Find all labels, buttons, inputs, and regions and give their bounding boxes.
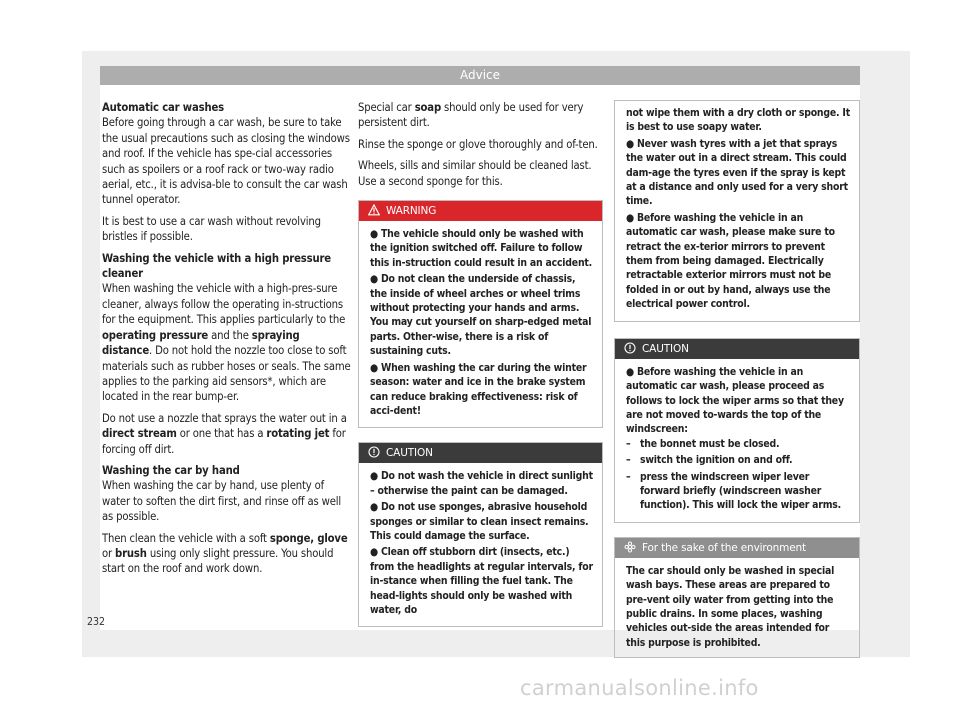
watermark: carmanualsonline.info: [520, 676, 759, 700]
list-item: [626, 211, 851, 312]
text: not wipe them with a dry cloth or sponge. It is best to use soapy water.: [626, 107, 850, 134]
bullet: ●: [370, 546, 378, 559]
bullet: ●: [370, 273, 378, 286]
text: or: [102, 546, 116, 560]
bullet: ●: [370, 501, 378, 514]
text: Before washing the vehicle in an automatic car wash, please make sure to retract the ex-terior mirrors to prevent them from being damaged. Electrically retractable exterior mirrors must not be folded in or out by hand, always use the electrical power control.: [626, 211, 835, 311]
paragraph: It is best to use a car wash without revolving bristles if possible.: [102, 214, 321, 244]
sub-list-item: [626, 437, 851, 451]
environment-box: [614, 537, 860, 658]
caution-title: CAUTION: [386, 447, 433, 460]
dash: –: [626, 454, 631, 467]
environment-header: [615, 538, 859, 558]
paragraph: Before going through a car wash, be sure to take the usual precautions such as closing the windows and roof. If the vehicle has spe-cial accessories such as spoilers or a roof rack or two-way radio aerial, etc., it is advisa-ble to consult the car wash tunnel operator.: [102, 116, 350, 207]
text: Do not use sponges, abrasive household sponges or similar to clean insect remains. This could damage the surface.: [370, 501, 589, 542]
list-item: [626, 365, 851, 513]
list-item: [370, 227, 594, 270]
paragraph: Rinse the sponge or glove thoroughly and of-ten.: [358, 137, 598, 151]
heading-high-pressure-cleaner: Washing the vehicle with a high pressure cleaner: [102, 251, 331, 281]
warning-title: WARNING: [386, 205, 437, 218]
heading-automatic-car-washes: Automatic car washes: [102, 101, 224, 114]
column-2: [358, 100, 603, 641]
bullet: ●: [370, 228, 378, 241]
dash: –: [626, 437, 631, 450]
sub-list-item: [626, 453, 851, 467]
bullet: ●: [370, 470, 378, 483]
warning-triangle-icon: [368, 204, 380, 216]
list-item: [370, 469, 594, 498]
text-bold: sponge, glove: [269, 531, 348, 545]
text: using only slight pressure. You should start on the roof and work down.: [102, 546, 334, 576]
text: Do not wash the vehicle in direct sunlight – otherwise the paint can be damaged.: [370, 470, 593, 497]
page-number: 232: [87, 616, 106, 628]
list-item: [370, 272, 594, 358]
text: for forcing off dirt.: [102, 427, 346, 456]
caution-box: [614, 338, 860, 523]
bullet: ●: [370, 361, 378, 374]
text: Do not clean the underside of chassis, the inside of wheel arches or wheel trims without protecting your hands and arms. You may cut yourself on sharp-edged metal parts. Other-wise, there is a risk of sustaining cuts.: [370, 273, 592, 358]
list-item: [370, 361, 594, 419]
text-bold: soap: [414, 101, 442, 114]
text: The car should only be washed in special wash bays. These areas are prepared to pre-vent oily water from getting into the public drains. In some places, washing vehicles out-side the areas intended for this purpose is prohibited.: [626, 564, 835, 649]
text: Never wash tyres with a jet that sprays the water out in a direct stream. This could dam-age the tyres even if the spray is kept at a distance and only used for a very short time.: [626, 137, 848, 208]
heading-washing-by-hand: Washing the car by hand: [102, 463, 240, 477]
caution-header: [615, 339, 859, 359]
paragraph: When washing the car by hand, use plenty of water to soften the dirt first, and rinse off as well as possible.: [102, 479, 342, 524]
text-bold: spraying distance: [102, 328, 300, 358]
bullet: ●: [626, 137, 634, 150]
text-bold: operating pressure: [102, 328, 209, 342]
text: switch the ignition on and off.: [640, 454, 793, 467]
text: When washing the vehicle with a high-pres-sure cleaner, always follow the operating in-structions for the equipment. This applies particularly to the: [102, 282, 346, 327]
text-bold: brush: [115, 546, 147, 560]
dash: –: [626, 470, 631, 483]
text: the bonnet must be closed.: [640, 437, 780, 450]
list-item: [370, 500, 594, 543]
text: Then clean the vehicle with a soft: [102, 531, 270, 545]
text: When washing the car during the winter season: water and ice in the brake system can reduce braking effectiveness: risk of acci-dent!: [370, 361, 587, 417]
bullet: ●: [626, 365, 634, 378]
text: Do not use a nozzle that sprays the water out in a: [102, 411, 347, 425]
info-circle-icon: [624, 342, 636, 354]
text: Special car: [358, 101, 415, 114]
text: should only be used for very persistent dirt.: [358, 101, 584, 130]
bullet: ●: [626, 211, 634, 224]
environment-title: For the sake of the environment: [642, 541, 806, 554]
column-3: [614, 100, 860, 672]
text: or one that has a: [176, 427, 267, 441]
text: Clean off stubborn dirt (insects, etc.) from the headlights at regular intervals, for in-stance when filling the fuel tank. The head-lights should only be washed with water, do: [370, 546, 593, 616]
section-header: Advice: [100, 66, 860, 85]
environment-flower-icon: [624, 541, 636, 553]
text: The vehicle should only be washed with the ignition switched off. Failure to follow this in-struction could result in an accident.: [370, 228, 593, 269]
sub-list-item: [626, 470, 851, 513]
caution-box: [358, 442, 603, 627]
warning-header: [359, 201, 602, 221]
text-bold: rotating jet: [266, 427, 330, 441]
text-bold: direct stream: [102, 427, 177, 441]
caution-title: CAUTION: [642, 342, 689, 355]
list-item: [370, 545, 594, 617]
paragraph: Wheels, sills and similar should be cleaned last. Use a second sponge for this.: [358, 159, 592, 188]
warning-box-continued: [614, 100, 860, 322]
info-circle-icon: [368, 446, 380, 458]
text: and the: [208, 328, 252, 342]
text: . Do not hold the nozzle too close to soft materials such as rubber hoses or seals. The same applies to the parking aid sensors*, which are located in the rear bump-er.: [102, 344, 351, 404]
list-item: [626, 137, 851, 209]
text: Before washing the vehicle in an automatic car wash, please proceed as follows to lock the wiper arms so that they are not moved to-wards the top of the windscreen:: [626, 365, 844, 436]
caution-header: [359, 443, 602, 463]
warning-box: [358, 200, 603, 428]
text: press the windscreen wiper lever forward briefly (windscreen washer function). This will lock the wiper arms.: [640, 470, 841, 512]
column-1: [102, 100, 351, 583]
